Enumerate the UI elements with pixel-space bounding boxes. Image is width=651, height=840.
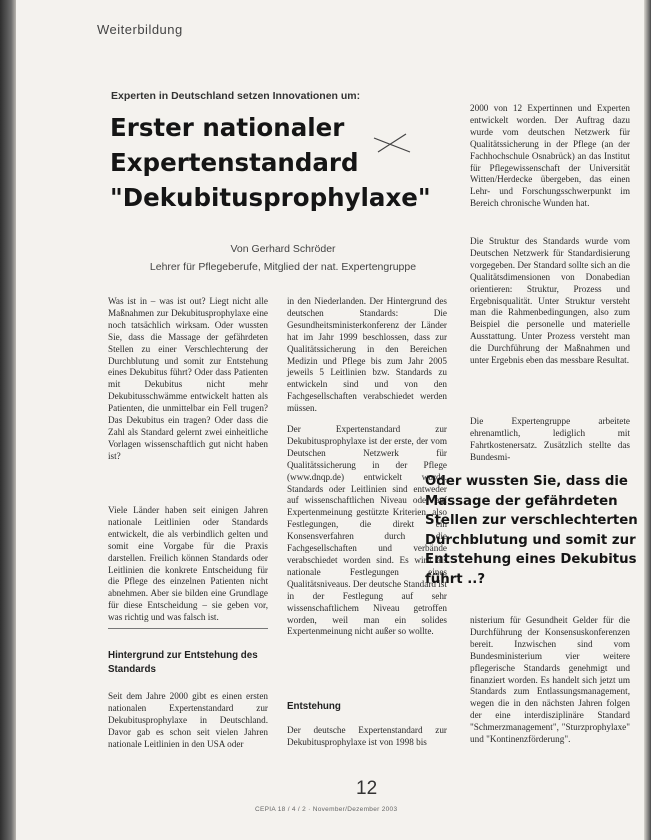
binding-shadow-left (0, 0, 16, 840)
column-1-paragraph-1: Was ist in – was ist out? Liegt nicht alle Maßnahmen zur Dekubitusprophylaxe eine noch tatsächlich wirksam. Oder wussten Sie, dass die Massage der gefährdeten Stellen zu einer Verschlechterung der Durchblutung und somit zur Entstehung eines Dekubitus führt? Oder dass Patienten mit Dekubitus nicht mehr Dekubitusschwämme entwickelt hatten als Patienten, die unmittelbar ein Fell trugen? Das Dekubitus ein tragen? Oder dass die Zahl als Standard gelernt zwei einheitliche Vorlagen wissenschaftlich gut nicht haben ist? (108, 296, 268, 461)
pull-quote-line: führt ..? (425, 571, 486, 587)
column-3-paragraph-3: Die Expertengruppe arbeitete ehrenamtlich, lediglich mit Fahrtkostenersatz. Zusätzlich stellte das Bundesmi- (470, 416, 630, 462)
pull-quote-line: Oder wussten Sie, dass die (425, 474, 628, 489)
title-line-3: "Dekubitusprophylaxe" (110, 183, 431, 212)
pull-quote-line: Massage der gefährdeten (425, 493, 618, 509)
publication-footer: CEPIA 18 / 4 / 2 · November/Dezember 2003 (255, 806, 398, 813)
pull-quote (425, 472, 638, 589)
column-1-paragraph-3: Seit dem Jahre 2000 gibt es einen ersten nationalen Expertenstandard zur Dekubitusprophylaxe in Deutschland. Davor gab es schon seit vielen Jahren nationale Leitlinien in den USA oder (108, 691, 268, 749)
pull-quote-line: Durchblutung und somit zur (425, 532, 636, 548)
section-heading-hintergrund: Hintergrund zur Entstehung des Standards (108, 650, 258, 675)
page-edge-right (644, 0, 651, 840)
section-label: Weiterbildung (97, 22, 183, 37)
column-2-paragraph-2: Der Expertenstandard zur Dekubitusprophylaxe ist der erste, der vom Deutschen Netzwerk für Qualitätssicherung in der Pflege (www.dnqp.de) entwickelt wurde. Standards oder Leitlinien sind entweder auf wissenschaftlichen Niveau oder auf Expertenmeinung gestützte Kriterien, also Festlegungen, die direkt ein Konsensverfahren durch die Fachgesellschaften und verbände verabschiedet worden sind. Es wird als nationale Festlegungen eines Qualitätsniveaus. Der deutsche Standard ist in der Festlegung auf sehr wissenschaftlichem Niveau getroffen worden, weil man ein solides Expertenmeinung nicht außer so wollte. (287, 424, 447, 637)
title-line-1: Erster nationaler (110, 113, 345, 142)
pull-quote-line: Stellen zur verschlechterten (425, 513, 638, 528)
column-3-paragraph-4: nisterium für Gesundheit Gelder für die Durchführung der Konsensuskonferenzen bereit. Inzwischen sind vom Bundesministerium vier weitere pflegerische Standards genehmigt und finanziert worden. Es handelt sich jetzt um Standards zum Entlassungsmanagement, wegen die in den nächsten Jahren folgen der eine interdisziplinäre Standard "Schmerzmanagement", "Sturzprophylaxe" und "Kontinenzförderung". (470, 615, 630, 745)
column-3-paragraph-1: 2000 von 12 Expertinnen und Experten entwickelt worden. Der Auftrag dazu wurde vom deutschen Netzwerk für Qualitätssicherung in der Pflege (an der Fachhochschule Osnabrück) an das Institut für Pflegewissenschaft der Universität Witten/Herdecke übergeben, das einen Lehr- und Forschungsschwerpunkt im Bereich chronische Wunden hat. (470, 103, 630, 209)
column-3-paragraph-2: Die Struktur des Standards wurde vom Deutschen Netzwerk für Standardisierung vorgegeben. Der Standard sollte sich an die Qualitätsdimensionen von Donabedian orientieren: Struktur, Prozess und Ergebnisqualität. Unter Struktur versteht man die Rahmenbedingungen, also zum Beispiel die personelle und materielle Ausstattung. Unter Prozess versteht man die Durchführung der Maßnahmen und unter Ergebnis eben das messbare Resultat. (470, 236, 630, 366)
divider (108, 628, 268, 629)
page-number: 12 (356, 778, 378, 799)
column-1-paragraph-2: Viele Länder haben seit einigen Jahren nationale Leitlinien oder Standards entwickelt, die als verbindlich gelten und somit eine Vorgabe für die Praxis darstellen. Freilich können Standards oder Leitlinien die konkrete Entscheidung für die Pflege des einzelnen Patienten nicht abnehmen. Aber sie bilden eine Grundlage für diese Entscheidung – sie geben vor, was richtig und was falsch ist. (108, 505, 268, 623)
byline-role: Lehrer für Pflegeberufe, Mitglied der nat. Expertengruppe (149, 261, 417, 273)
section-heading-entstehung: Entstehung (287, 701, 341, 712)
page-title (110, 110, 450, 215)
column-2-paragraph-3: Der deutsche Expertenstandard zur Dekubitusprophylaxe ist von 1998 bis (287, 725, 447, 747)
byline (108, 240, 458, 276)
title-line-2: Expertenstandard (110, 148, 359, 177)
column-2-paragraph-1: in den Niederlanden. Der Hintergrund des deutschen Standards: Die Gesundheitsministerkonferenz der Länder hat im Jahr 1999 beschlossen, dass zur Qualitätssicherung in den Bereichen Medizin und Pflege bis zum Jahr 2005 jeweils 5 Leitlinien bzw. Standards zu entwickeln sind und von den Fachgesellschaften verabschiedet werden müssen. (287, 296, 447, 414)
kicker: Experten in Deutschland setzen Innovationen um: (111, 90, 361, 102)
handwritten-mark-icon (372, 130, 414, 156)
pull-quote-line: Entstehung eines Dekubitus (425, 552, 637, 567)
byline-author: Von Gerhard Schröder (230, 243, 336, 255)
